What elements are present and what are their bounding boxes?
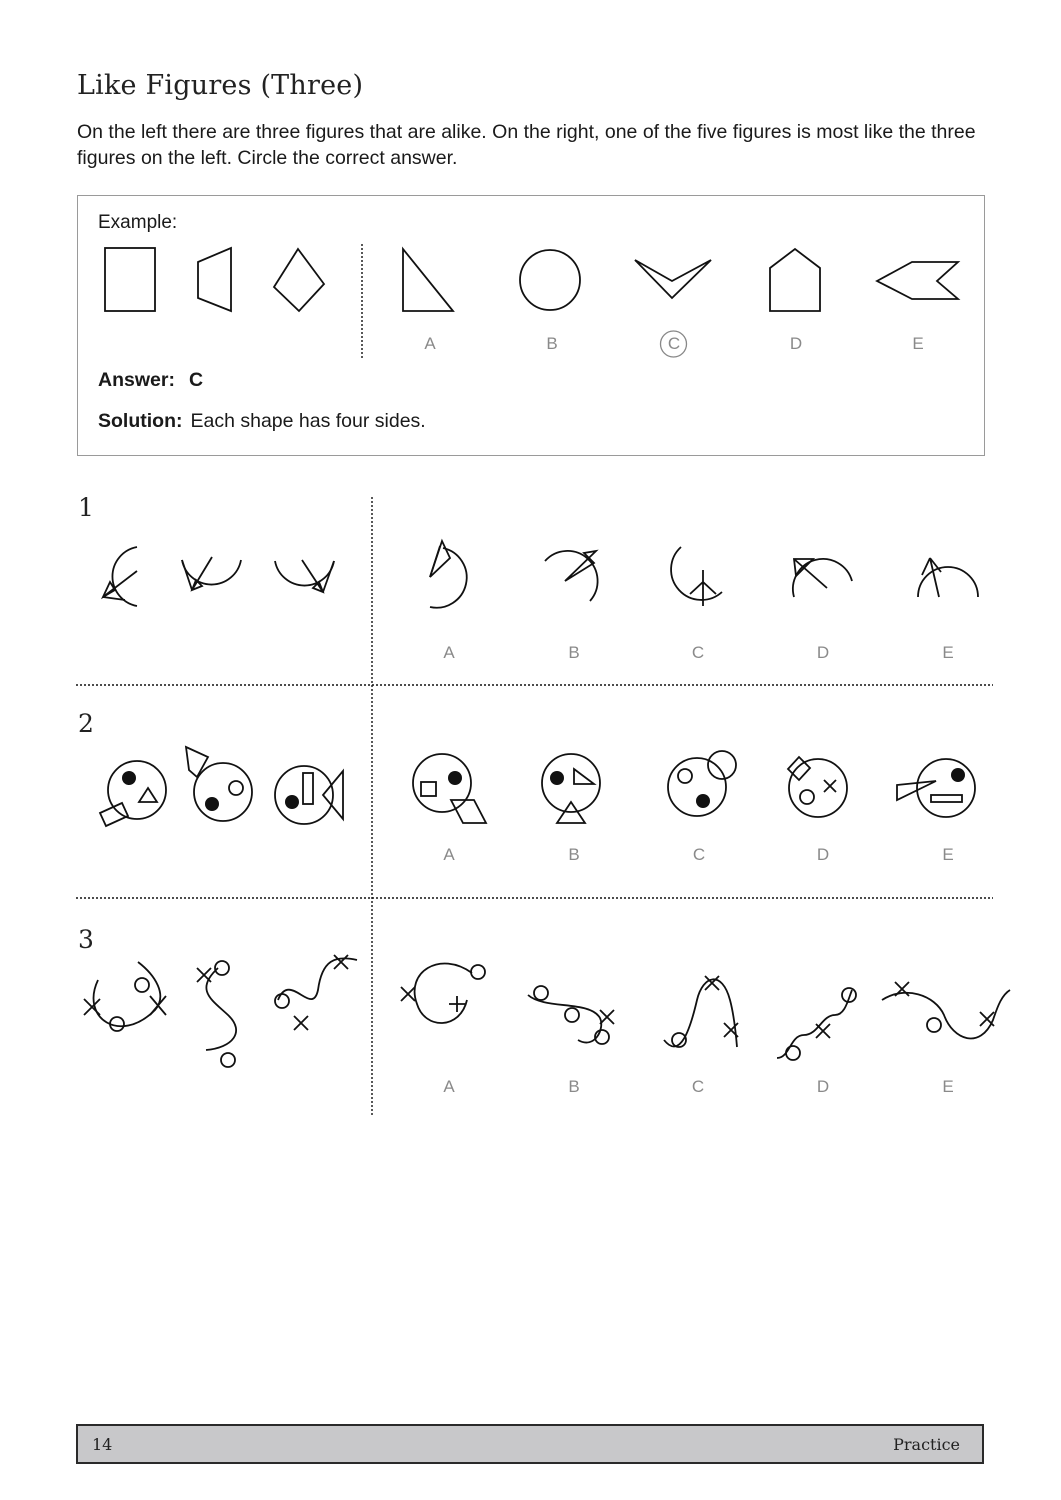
q2-option-a-figure [413, 754, 486, 823]
q3-option-d-figure [777, 988, 856, 1060]
example-trapezoid [198, 248, 231, 311]
q3-option-c-figure [664, 976, 738, 1047]
example-option-figures [403, 249, 958, 311]
q1-option-d-figure [793, 559, 852, 597]
q3-option-figures [401, 963, 1010, 1060]
example-option-e-arrow [877, 262, 958, 299]
question-3-number: 3 [78, 925, 94, 954]
q1-given-figures [103, 547, 334, 606]
q1-option-figures [430, 541, 978, 608]
q2-given-figure-3 [275, 766, 343, 824]
example-option-b[interactable]: B [546, 334, 558, 353]
example-option-d-pentagon [770, 249, 820, 311]
example-option-c[interactable]: C [667, 334, 681, 353]
example-option-e[interactable]: E [912, 334, 924, 353]
q1-option-b-figure [545, 551, 598, 601]
question-1-number: 1 [78, 493, 94, 522]
q1-given-figure-3 [275, 560, 334, 592]
example-option-b-circle [520, 250, 580, 310]
q1-option-d[interactable]: D [816, 643, 830, 662]
q3-option-a-figure [401, 963, 485, 1023]
q3-option-c[interactable]: C [691, 1077, 705, 1096]
page-footer [76, 1424, 984, 1464]
q2-given-figure-2 [186, 747, 252, 821]
answer-value: C [188, 369, 204, 391]
solution-label: Solution: [98, 410, 183, 432]
q3-given-figure-1 [84, 962, 166, 1031]
example-given-figures [105, 248, 324, 311]
answer-label: Answer: [98, 369, 175, 391]
example-rectangle [105, 248, 155, 311]
q2-option-d-figure [788, 757, 847, 817]
example-kite [274, 249, 324, 311]
q3-option-e-figure [882, 982, 1010, 1039]
example-option-a-triangle [403, 249, 453, 311]
example-label: Example: [98, 212, 178, 233]
q2-option-a[interactable]: A [443, 845, 455, 864]
q1-option-e[interactable]: E [942, 643, 954, 662]
q2-option-e-figure [897, 759, 975, 817]
example-option-c-chevron [635, 260, 711, 298]
q1-option-c-figure [671, 547, 722, 606]
q1-option-a-figure [430, 541, 467, 608]
q3-option-a[interactable]: A [443, 1077, 455, 1096]
example-option-a[interactable]: A [424, 334, 436, 353]
q1-given-figure-1 [103, 547, 137, 606]
q1-option-b[interactable]: B [568, 643, 580, 662]
q2-option-d[interactable]: D [816, 845, 830, 864]
q2-option-e[interactable]: E [942, 845, 954, 864]
solution-text: Each shape has four sides. [190, 410, 426, 432]
q2-option-figures [413, 751, 975, 823]
section-name: Practice [893, 1435, 960, 1454]
q3-given-figure-2 [197, 961, 236, 1067]
q3-option-b-figure [528, 986, 614, 1044]
page-title: Like Figures (Three) [77, 70, 364, 101]
q3-given-figure-3 [275, 955, 357, 1030]
q1-option-a[interactable]: A [443, 643, 455, 662]
example-selected-circle [661, 331, 687, 357]
q3-option-d[interactable]: D [816, 1077, 830, 1096]
q3-option-e[interactable]: E [942, 1077, 954, 1096]
instructions: On the left there are three figures that are alike. On the right, one of the five figures is most like the three figures on the left. Circle the correct answer. [77, 121, 976, 169]
q3-option-b[interactable]: B [568, 1077, 580, 1096]
page-number: 14 [92, 1435, 113, 1454]
q2-option-b[interactable]: B [568, 845, 580, 864]
q1-given-figure-2 [182, 557, 241, 590]
q1-option-e-figure [918, 558, 978, 597]
q1-option-c[interactable]: C [691, 643, 705, 662]
example-option-d[interactable]: D [789, 334, 803, 353]
q2-option-c[interactable]: C [692, 845, 706, 864]
q2-given-figure-1 [100, 761, 166, 826]
q3-given-figures [84, 955, 357, 1067]
q2-option-c-figure [668, 751, 736, 816]
question-2-number: 2 [78, 709, 94, 738]
q2-given-figures [100, 747, 343, 826]
q2-option-b-figure [542, 754, 600, 823]
